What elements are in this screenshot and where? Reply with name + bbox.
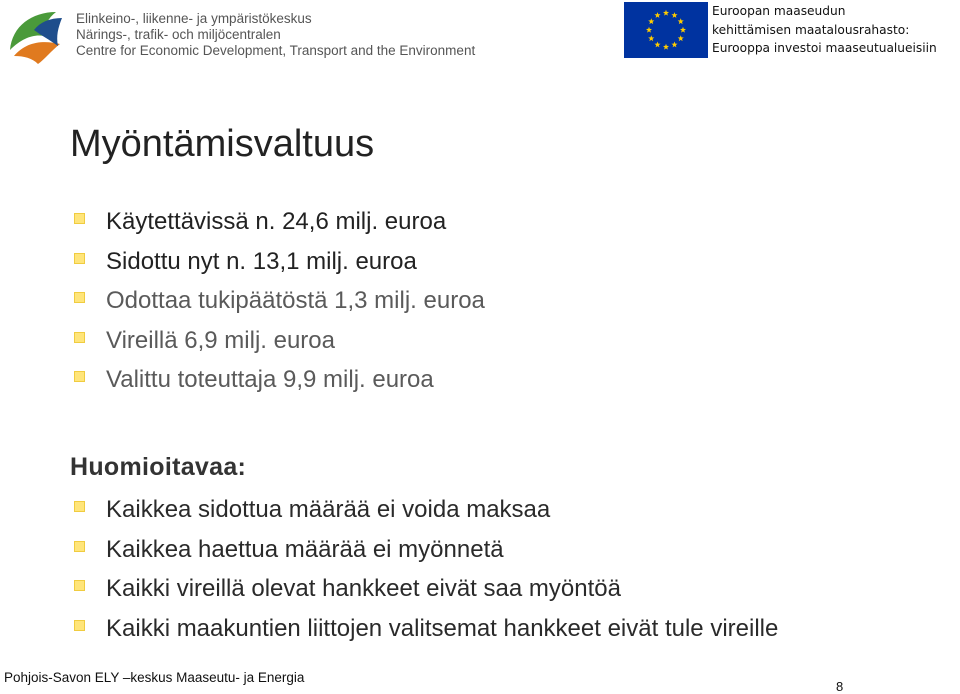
list-item bbox=[74, 535, 778, 575]
bullet-square-icon bbox=[74, 332, 85, 343]
list-item bbox=[74, 286, 485, 326]
eu-line-3: Eurooppa investoi maaseutualueisiin bbox=[712, 41, 937, 55]
bullet-square-icon bbox=[74, 292, 85, 303]
bullet-square-icon bbox=[74, 253, 85, 264]
org-line-en: Centre for Economic Development, Transport and the Environment bbox=[76, 43, 476, 58]
bullet-square-icon bbox=[74, 371, 85, 382]
bullet-square-icon bbox=[74, 541, 85, 552]
list-item bbox=[74, 247, 485, 287]
ely-centre-logo bbox=[4, 6, 66, 64]
bullet-square-icon bbox=[74, 501, 85, 512]
footer-text: Pohjois-Savon ELY –keskus Maaseutu- ja Energia bbox=[4, 670, 305, 685]
page-number: 8 bbox=[836, 679, 844, 694]
list-item bbox=[74, 326, 485, 366]
bullet-text: Sidottu nyt n. 13,1 milj. euroa bbox=[106, 247, 417, 275]
bullet-text: Kaikki maakuntien liittojen valitsemat hankkeet eivät tule vireille bbox=[106, 614, 779, 642]
list-item bbox=[74, 574, 778, 614]
slide-title: Myöntämisvaltuus bbox=[70, 123, 375, 165]
funding-bullet-list bbox=[74, 207, 485, 405]
org-line-sv: Närings-, trafik- och miljöcentralen bbox=[76, 27, 281, 42]
header bbox=[0, 0, 960, 70]
organization-name bbox=[76, 11, 475, 59]
section-heading: Huomioitavaa: bbox=[70, 453, 247, 481]
bullet-text: Kaikki vireillä olevat hankkeet eivät saa myöntöä bbox=[106, 575, 621, 602]
bullet-square-icon bbox=[74, 620, 85, 631]
bullet-text: Valittu toteuttaja 9,9 milj. euroa bbox=[106, 366, 434, 393]
list-item bbox=[74, 614, 778, 654]
bullet-square-icon bbox=[74, 580, 85, 591]
list-item bbox=[74, 365, 485, 405]
list-item bbox=[74, 207, 485, 247]
bullet-text: Odottaa tukipäätöstä 1,3 milj. euroa bbox=[106, 287, 485, 314]
list-item bbox=[74, 495, 778, 535]
notes-bullet-list bbox=[74, 495, 778, 653]
bullet-text: Käytettävissä n. 24,6 milj. euroa bbox=[106, 208, 447, 235]
bullet-text: Vireillä 6,9 milj. euroa bbox=[106, 326, 335, 354]
bullet-square-icon bbox=[74, 213, 85, 224]
bullet-text: Kaikkea haettua määrää ei myönnetä bbox=[106, 535, 504, 563]
bullet-text: Kaikkea sidottua määrää ei voida maksaa bbox=[106, 496, 551, 523]
eu-fund-text bbox=[712, 2, 937, 58]
eu-flag-icon bbox=[624, 2, 708, 58]
org-line-fi: Elinkeino-, liikenne- ja ympäristökeskus bbox=[76, 11, 312, 26]
eu-line-2: kehittämisen maatalousrahasto: bbox=[712, 22, 910, 37]
eu-line-1: Euroopan maaseudun bbox=[712, 4, 846, 18]
